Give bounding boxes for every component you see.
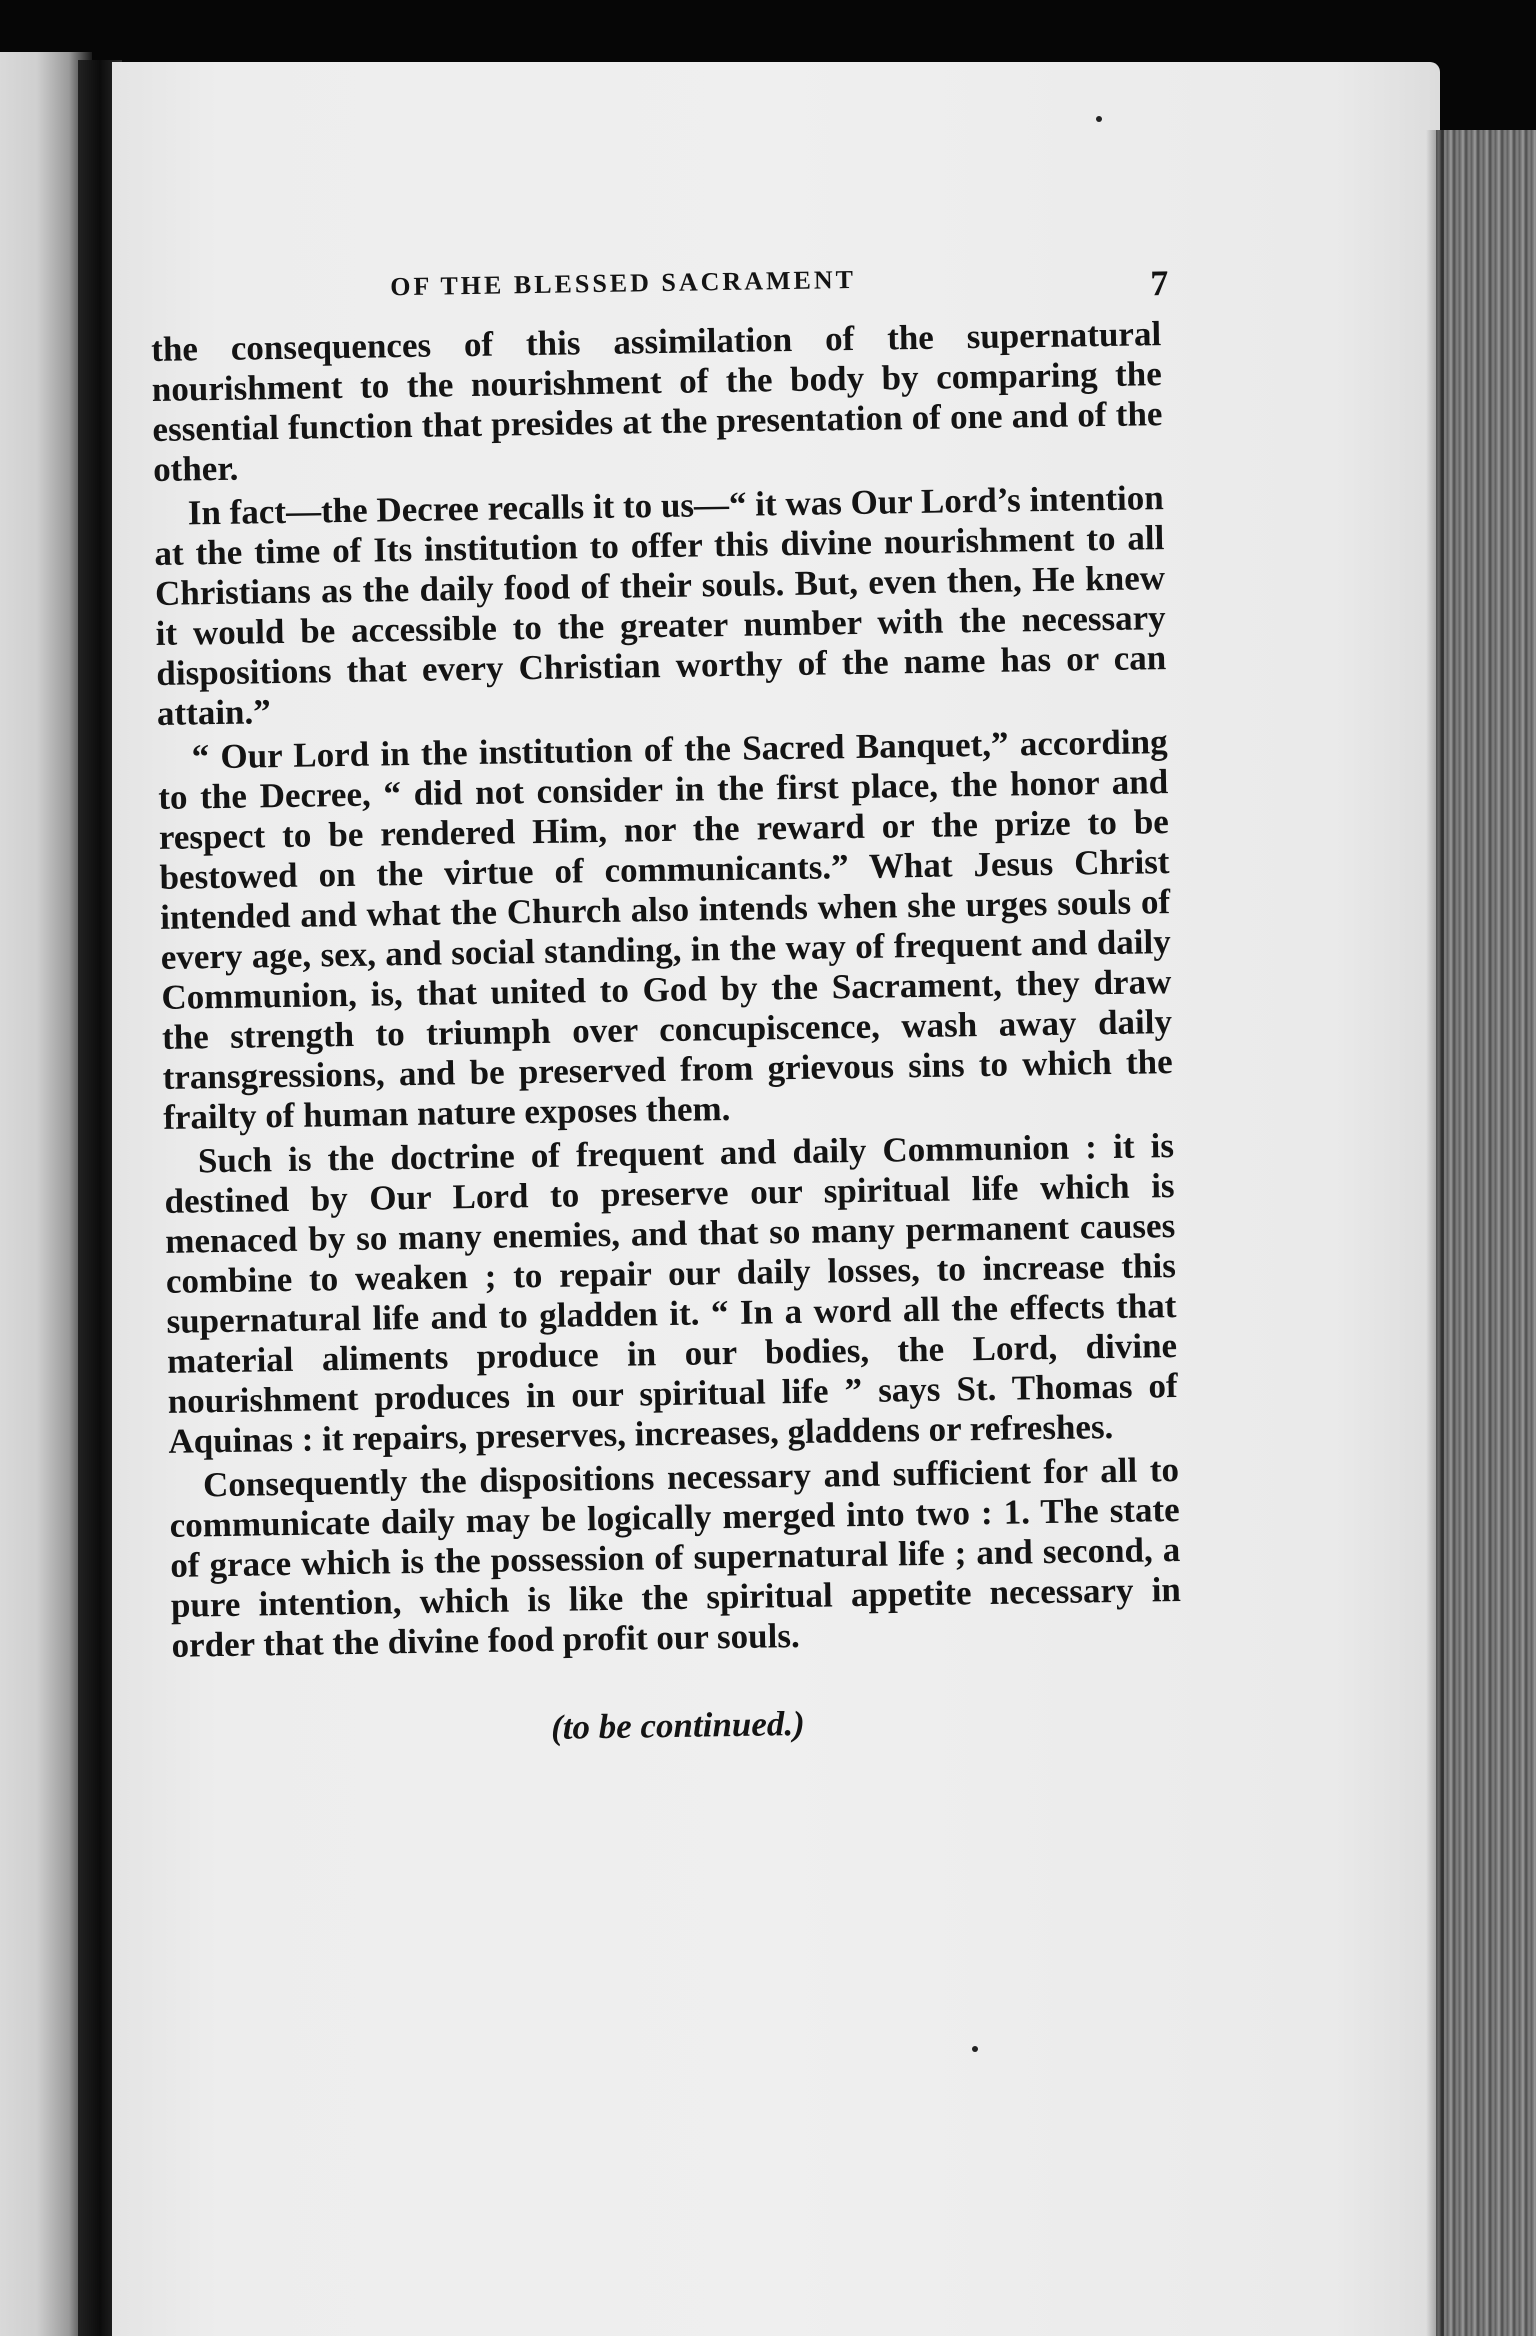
page-number: 7 — [1150, 263, 1169, 304]
paragraph: “ Our Lord in the institution of the Sacred Banquet,” according to the Decree, “ did not consider in the first place, the honor and respect to be rendered Him, nor the reward or the prize to be bestowed on the virtue of communicants.” What Jesus Christ intended and what the Church also intends when she urges souls of every age, sex, and social standing, in the way of frequent and daily Communion, is, that united to God by the Sacrament, they draw the strength to triumph over concupiscence, wash away daily transgressions, and be preserved from grievous sins to which the frailty of human nature exposes them. — [157, 722, 1173, 1137]
running-head-title: OF THE BLESSED SACRAMENT — [390, 264, 857, 302]
paragraph: the consequences of this assimilation of the supernatural nourishment to the nourishment of the body by comparing the essential function that presides at the presentation of one and of the other. — [150, 314, 1163, 489]
paragraph: Such is the doctrine of frequent and daily Communion : it is destined by Our Lord to preserve our spiritual life which is menaced by so many enemies, and that so many permanent causes combine to weaken ; to repair our daily losses, to increase this supernatural life and to gladden it. “ In a word all the effects that material aliments produce in our bodies, the Lord, divine nourishment produces in our spiritual life ” says St. Thomas of Aquinas : it repairs, preserves, increases, gladdens or refreshes. — [164, 1126, 1178, 1461]
page-edge-shadow — [1426, 130, 1444, 2336]
page-text-block — [150, 254, 1183, 1754]
continued-note-text: (to be continued.) — [550, 1703, 806, 1747]
paragraph: In fact—the Decree recalls it to us—“ it was Our Lord’s intention at the time of Its institution to offer this divine nourishment to all Christians as the daily food of their souls. But, even then, He knew it would be accessible to the greater number with the necessary dispositions that every Christian worthy of the name has or can attain.” — [154, 478, 1167, 733]
scan-speck — [972, 2046, 978, 2052]
paragraph: Consequently the dispositions necessary and sufficient for all to communicate daily may be logically merged into two : 1. The state of grace which is the possession of supernatural life ; and second, a pure intention, which is like the spiritual appetite necessary in order that the divine food profit our souls. — [169, 1449, 1182, 1665]
scan-speck — [1096, 116, 1102, 122]
page-block-edges — [1436, 130, 1536, 2336]
